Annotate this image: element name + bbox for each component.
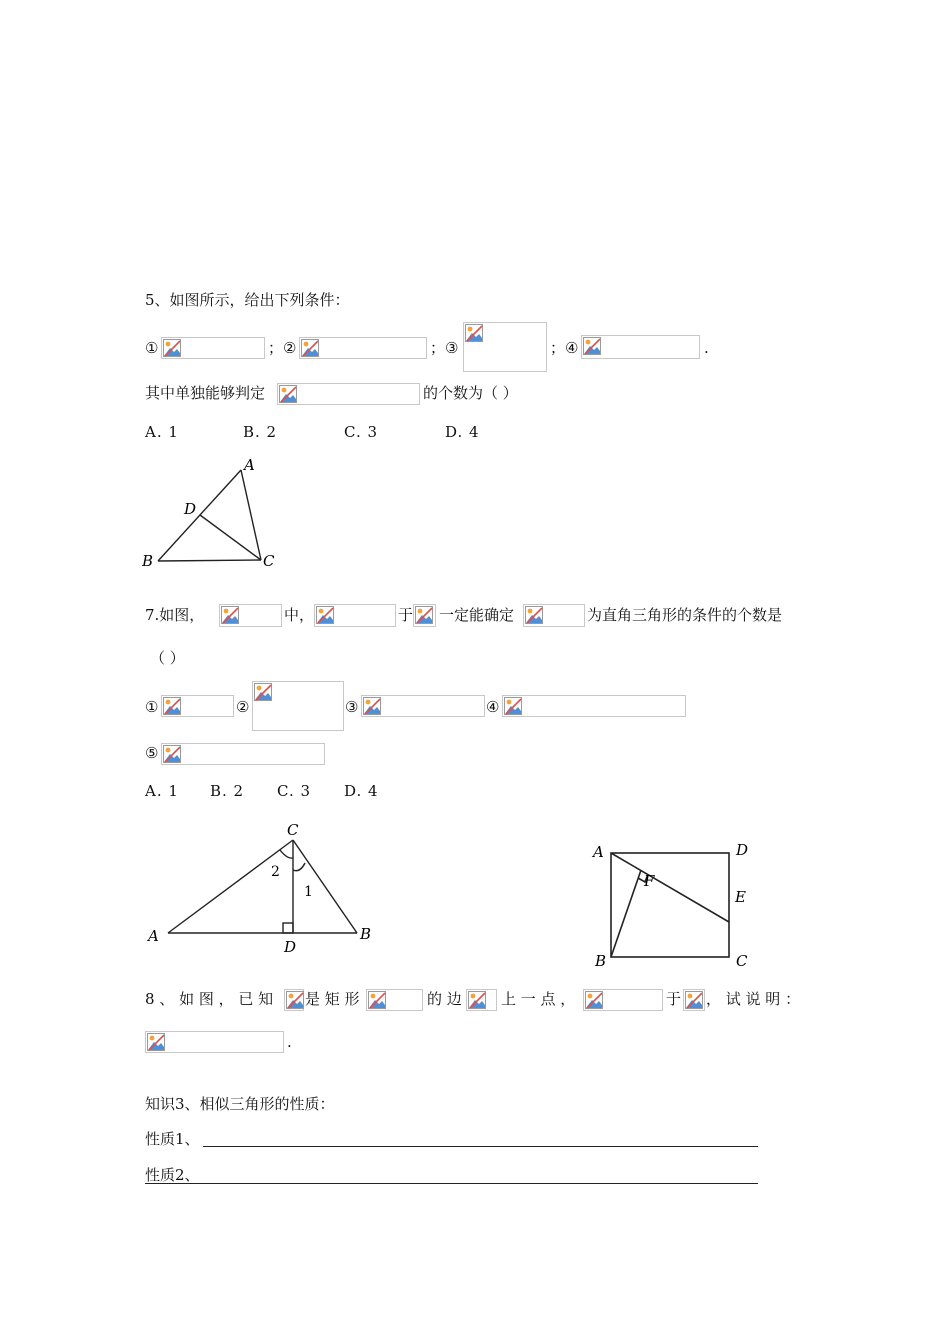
q7-option-d: D. 4	[344, 782, 379, 800]
q8-segment-ae	[611, 853, 729, 922]
q7-marker-2: ②	[236, 698, 250, 716]
broken-image-icon	[254, 683, 272, 701]
broken-image-icon	[465, 324, 483, 342]
q5-option-d: D. 4	[445, 423, 480, 441]
q5-condition-1-image	[161, 337, 265, 359]
q8-text-2: 是 矩 形	[305, 990, 360, 1008]
broken-image-icon	[221, 606, 239, 624]
q8-text-1: 8 、 如 图 ， 已 知	[145, 990, 274, 1008]
property-1-label: 性质1、	[145, 1130, 200, 1148]
q5-option-b: B. 2	[243, 423, 278, 441]
q7-zhong: 中，	[284, 606, 315, 624]
q8-text-3: 的 边	[427, 990, 462, 1008]
broken-image-icon	[468, 991, 486, 1009]
q7-marker-5: ⑤	[145, 744, 159, 762]
q7-prefix: 7.如图，	[145, 606, 205, 624]
q7-condition-5-image	[161, 743, 325, 765]
q5-separator-2: ；	[430, 339, 446, 357]
q5-label-a: A	[244, 456, 255, 474]
q5-triangle-figure	[140, 452, 290, 574]
q7-label-d: D	[284, 938, 297, 956]
broken-image-icon	[163, 697, 181, 715]
q7-angle-label-2: 2	[271, 864, 280, 880]
q8-text-4: 上 一 点 ，	[501, 990, 576, 1008]
q5-option-c: C. 3	[344, 423, 379, 441]
q5-question-pre: 其中单独能够判定	[145, 384, 266, 402]
q8-label-c: C	[736, 952, 748, 970]
q7-condition-3-image	[361, 695, 485, 717]
broken-image-icon	[583, 337, 601, 355]
q5-option-a: A. 1	[145, 423, 179, 441]
broken-image-icon	[301, 339, 319, 357]
q7-altitude-image	[314, 604, 396, 627]
q8-segment-bf	[611, 870, 641, 957]
q7-label-b: B	[360, 925, 372, 943]
q8-end-period: .	[287, 1033, 292, 1051]
q7-label-a: A	[148, 927, 159, 945]
q5-marker-4: ④	[565, 339, 579, 357]
q5-marker-2: ②	[283, 339, 297, 357]
q5-separator-3: ；	[550, 339, 566, 357]
q5-side-ac	[241, 470, 261, 560]
property-2-blank-line	[145, 1183, 758, 1184]
q8-label-b: B	[595, 952, 607, 970]
q8-text-6: ， 试 说 明 ：	[706, 990, 801, 1008]
q7-triangle-image	[219, 604, 282, 627]
property-2-label: 性质2、	[145, 1166, 200, 1184]
q8-label-f: F	[644, 872, 655, 890]
q7-option-b: B. 2	[210, 782, 245, 800]
q5-separator-1: ；	[268, 339, 284, 357]
broken-image-icon	[279, 385, 297, 403]
q5-title: 5、如图所示，给出下列条件：	[145, 291, 350, 309]
q5-target-image	[277, 383, 420, 405]
broken-image-icon	[163, 745, 181, 763]
q7-label-c: C	[287, 821, 299, 839]
q8-claim-image	[145, 1031, 284, 1053]
q8-side-image	[466, 989, 497, 1011]
q7-angle-1-arc	[293, 863, 305, 871]
q7-condition-1-image	[161, 695, 234, 717]
broken-image-icon	[316, 606, 334, 624]
q5-question-post: 的个数为（ ）	[423, 384, 518, 402]
q7-ding: 一定能确定	[439, 606, 515, 624]
q5-condition-2-image	[299, 337, 427, 359]
q7-target-image	[523, 604, 585, 627]
q7-yu: 于	[398, 606, 414, 624]
broken-image-icon	[286, 991, 304, 1009]
q7-option-c: C. 3	[277, 782, 312, 800]
q5-side-bc	[158, 560, 261, 561]
broken-image-icon	[163, 339, 181, 357]
q5-end-period: .	[704, 339, 709, 357]
q5-label-c: C	[263, 552, 275, 570]
q7-side-cb	[293, 840, 357, 933]
broken-image-icon	[585, 991, 603, 1009]
property-1-blank-line	[203, 1146, 758, 1147]
q8-label-e: E	[735, 888, 746, 906]
q8-perpendicular-image	[583, 989, 663, 1011]
q7-condition-4-image	[502, 695, 686, 717]
q5-label-d: D	[184, 500, 197, 518]
q8-rectangle-figure	[585, 835, 760, 975]
broken-image-icon	[685, 991, 703, 1009]
q5-marker-3: ③	[445, 339, 459, 357]
q7-marker-1: ①	[145, 698, 159, 716]
q7-suffix: 为直角三角形的条件的个数是	[587, 606, 783, 624]
q7-right-angle-mark	[283, 923, 293, 933]
q7-option-a: A. 1	[145, 782, 179, 800]
q5-condition-4-image	[581, 335, 700, 359]
broken-image-icon	[525, 606, 543, 624]
q7-angle-label-1: 1	[304, 884, 313, 900]
q7-side-ac	[168, 840, 293, 933]
q8-point-e-image	[284, 989, 304, 1011]
q5-side-ba	[158, 470, 241, 561]
q5-label-b: B	[142, 552, 154, 570]
q8-label-a: A	[593, 843, 604, 861]
q7-answer-paren: （ ）	[150, 649, 185, 667]
q8-label-d: D	[736, 841, 749, 859]
q7-marker-3: ③	[345, 698, 359, 716]
q7-angle-2-arc	[280, 850, 293, 858]
broken-image-icon	[504, 697, 522, 715]
knowledge-title: 知识3、相似三角形的性质：	[145, 1095, 335, 1113]
q7-right-triangle-figure	[140, 815, 380, 960]
q7-point-image	[413, 604, 436, 627]
q7-marker-4: ④	[486, 698, 500, 716]
q5-marker-1: ①	[145, 339, 159, 357]
broken-image-icon	[363, 697, 381, 715]
broken-image-icon	[415, 606, 433, 624]
broken-image-icon	[147, 1033, 165, 1051]
q8-text-5: 于	[666, 990, 682, 1008]
q8-point-f-image	[683, 989, 705, 1011]
q7-condition-2-image	[252, 681, 344, 731]
q5-condition-3-image	[463, 322, 547, 372]
q8-rectangle-image	[366, 989, 423, 1011]
broken-image-icon	[368, 991, 386, 1009]
